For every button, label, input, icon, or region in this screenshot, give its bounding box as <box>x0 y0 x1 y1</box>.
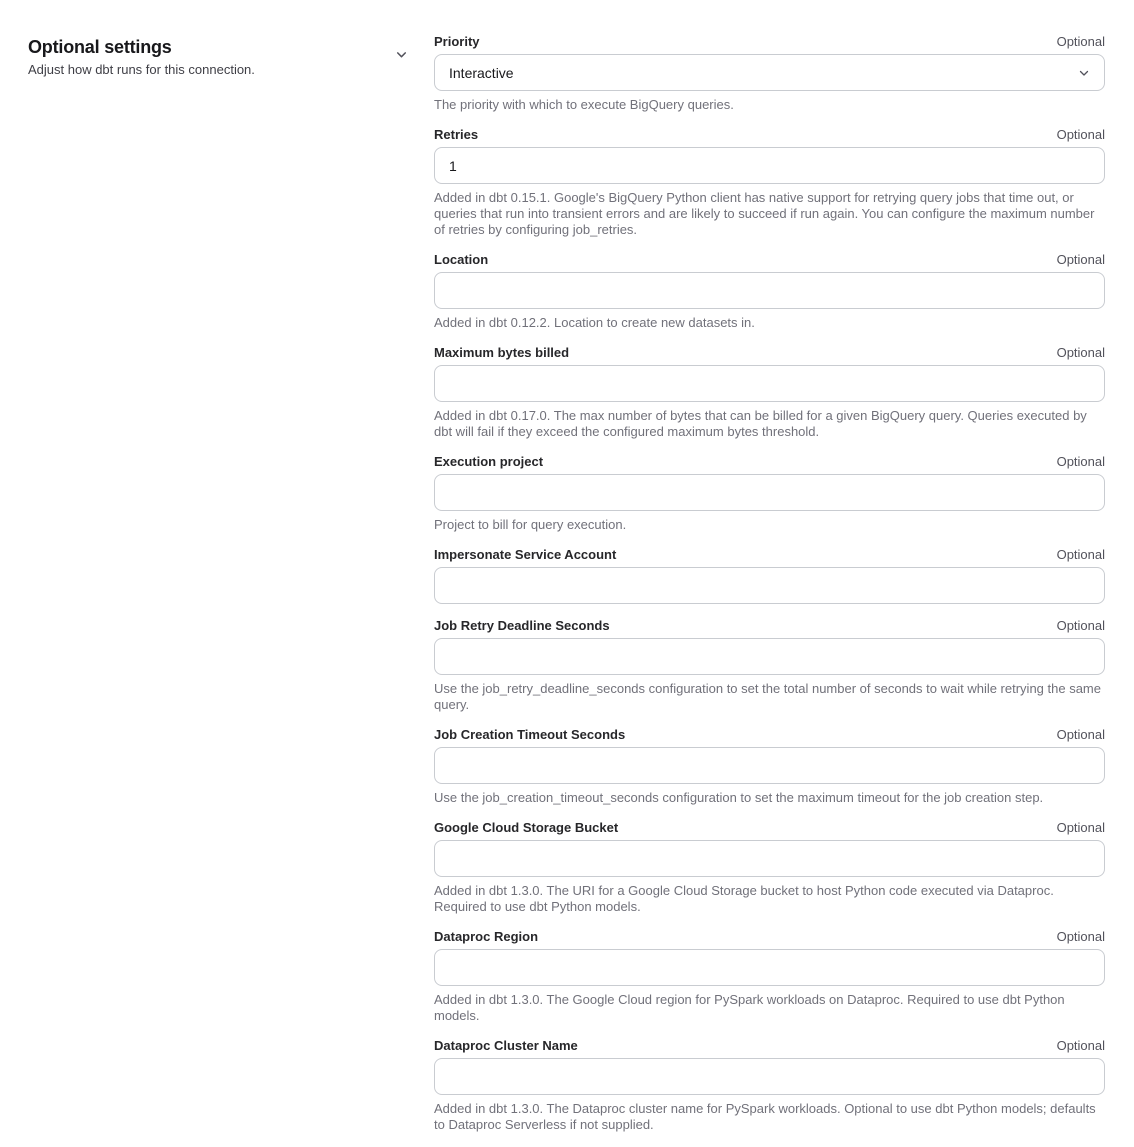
field-location <box>434 252 1105 331</box>
field-help: Added in dbt 1.3.0. The URI for a Google Cloud Storage bucket to host Python code executed via Dataproc. Required to use dbt Python models. <box>434 883 1054 914</box>
field-help: Added in dbt 0.15.1. Google's BigQuery Python client has native support for retrying query jobs that time out, or queries that run into transient errors and are likely to succeed if run again. You can configure the maximum number of retries by configuring job_retries. <box>434 190 1095 237</box>
field-header <box>434 929 1105 944</box>
field-header <box>434 127 1105 142</box>
field-help: Project to bill for query execution. <box>434 517 627 532</box>
impersonate-service-account-input[interactable] <box>434 567 1105 604</box>
field-label: Dataproc Cluster Name <box>434 1038 578 1053</box>
maximum-bytes-billed-input[interactable] <box>434 365 1105 402</box>
field-label: Job Creation Timeout Seconds <box>434 727 626 742</box>
field-label: Retries <box>434 127 479 142</box>
field-retries <box>434 127 1105 238</box>
section-collapse-button[interactable] <box>393 46 410 63</box>
field-label: Maximum bytes billed <box>434 345 570 360</box>
field-header <box>434 618 1105 633</box>
field-control <box>434 840 1105 877</box>
job-creation-timeout-seconds-input[interactable] <box>434 747 1105 784</box>
optional-badge: Optional <box>1056 454 1105 469</box>
dataproc-region-input[interactable] <box>434 949 1105 986</box>
page-title: Optional settings <box>28 37 172 57</box>
dataproc-cluster-name-input[interactable] <box>434 1058 1105 1095</box>
field-control <box>434 147 1105 184</box>
section-header-text <box>28 36 255 78</box>
optional-badge: Optional <box>1056 252 1105 267</box>
select-value: Interactive <box>449 64 514 81</box>
field-job-creation-timeout-seconds <box>434 727 1105 806</box>
field-label: Impersonate Service Account <box>434 547 617 562</box>
field-dataproc-region <box>434 929 1105 1024</box>
optional-badge: Optional <box>1056 127 1105 142</box>
retries-input[interactable] <box>434 147 1105 184</box>
priority-select[interactable] <box>434 54 1105 91</box>
field-impersonate-service-account <box>434 547 1105 604</box>
field-execution-project <box>434 454 1105 533</box>
field-google-cloud-storage-bucket <box>434 820 1105 915</box>
field-control <box>434 365 1105 402</box>
optional-badge: Optional <box>1056 345 1105 360</box>
optional-badge: Optional <box>1056 727 1105 742</box>
section-header <box>0 34 434 78</box>
job-retry-deadline-seconds-input[interactable] <box>434 638 1105 675</box>
field-header <box>434 345 1105 360</box>
form-fields <box>434 34 1105 1147</box>
field-header <box>434 252 1105 267</box>
optional-badge: Optional <box>1056 1038 1105 1053</box>
execution-project-input[interactable] <box>434 474 1105 511</box>
google-cloud-storage-bucket-input[interactable] <box>434 840 1105 877</box>
field-help: Added in dbt 0.12.2. Location to create new datasets in. <box>434 315 755 330</box>
chevron-down-icon <box>395 49 408 64</box>
optional-badge: Optional <box>1056 929 1105 944</box>
field-header <box>434 1038 1105 1053</box>
field-help: Added in dbt 0.17.0. The max number of bytes that can be billed for a given BigQuery query. Queries executed by dbt will fail if they exceed the configured maximum bytes threshold. <box>434 408 1087 439</box>
field-header <box>434 34 1105 49</box>
field-label: Priority <box>434 34 480 49</box>
field-control <box>434 949 1105 986</box>
field-label: Location <box>434 252 489 267</box>
page-subtitle: Adjust how dbt runs for this connection. <box>28 62 255 77</box>
optional-badge: Optional <box>1056 618 1105 633</box>
field-help: Added in dbt 1.3.0. The Dataproc cluster name for PySpark workloads. Optional to use dbt Python models; defaults to Dataproc Serverless if not supplied. <box>434 1101 1096 1132</box>
field-header <box>434 547 1105 562</box>
optional-badge: Optional <box>1056 820 1105 835</box>
field-dataproc-cluster-name <box>434 1038 1105 1133</box>
field-help: Use the job_creation_timeout_seconds configuration to set the maximum timeout for the job creation step. <box>434 790 1044 805</box>
chevron-down-icon <box>1078 67 1090 79</box>
optional-badge: Optional <box>1056 547 1105 562</box>
field-label: Google Cloud Storage Bucket <box>434 820 619 835</box>
field-header <box>434 820 1105 835</box>
field-control <box>434 474 1105 511</box>
field-header <box>434 727 1105 742</box>
field-help: The priority with which to execute BigQuery queries. <box>434 97 734 112</box>
field-control <box>434 747 1105 784</box>
field-label: Execution project <box>434 454 544 469</box>
field-job-retry-deadline-seconds <box>434 618 1105 713</box>
field-maximum-bytes-billed <box>434 345 1105 440</box>
field-header <box>434 454 1105 469</box>
field-control <box>434 272 1105 309</box>
field-control <box>434 1058 1105 1095</box>
field-help: Use the job_retry_deadline_seconds configuration to set the total number of seconds to wait while retrying the same query. <box>434 681 1101 712</box>
field-label: Job Retry Deadline Seconds <box>434 618 610 633</box>
field-control <box>434 567 1105 604</box>
field-priority <box>434 34 1105 113</box>
field-help: Added in dbt 1.3.0. The Google Cloud region for PySpark workloads on Dataproc. Required to use dbt Python models. <box>434 992 1065 1023</box>
location-input[interactable] <box>434 272 1105 309</box>
field-control <box>434 638 1105 675</box>
field-label: Dataproc Region <box>434 929 539 944</box>
field-control <box>434 54 1105 91</box>
optional-badge: Optional <box>1056 34 1105 49</box>
